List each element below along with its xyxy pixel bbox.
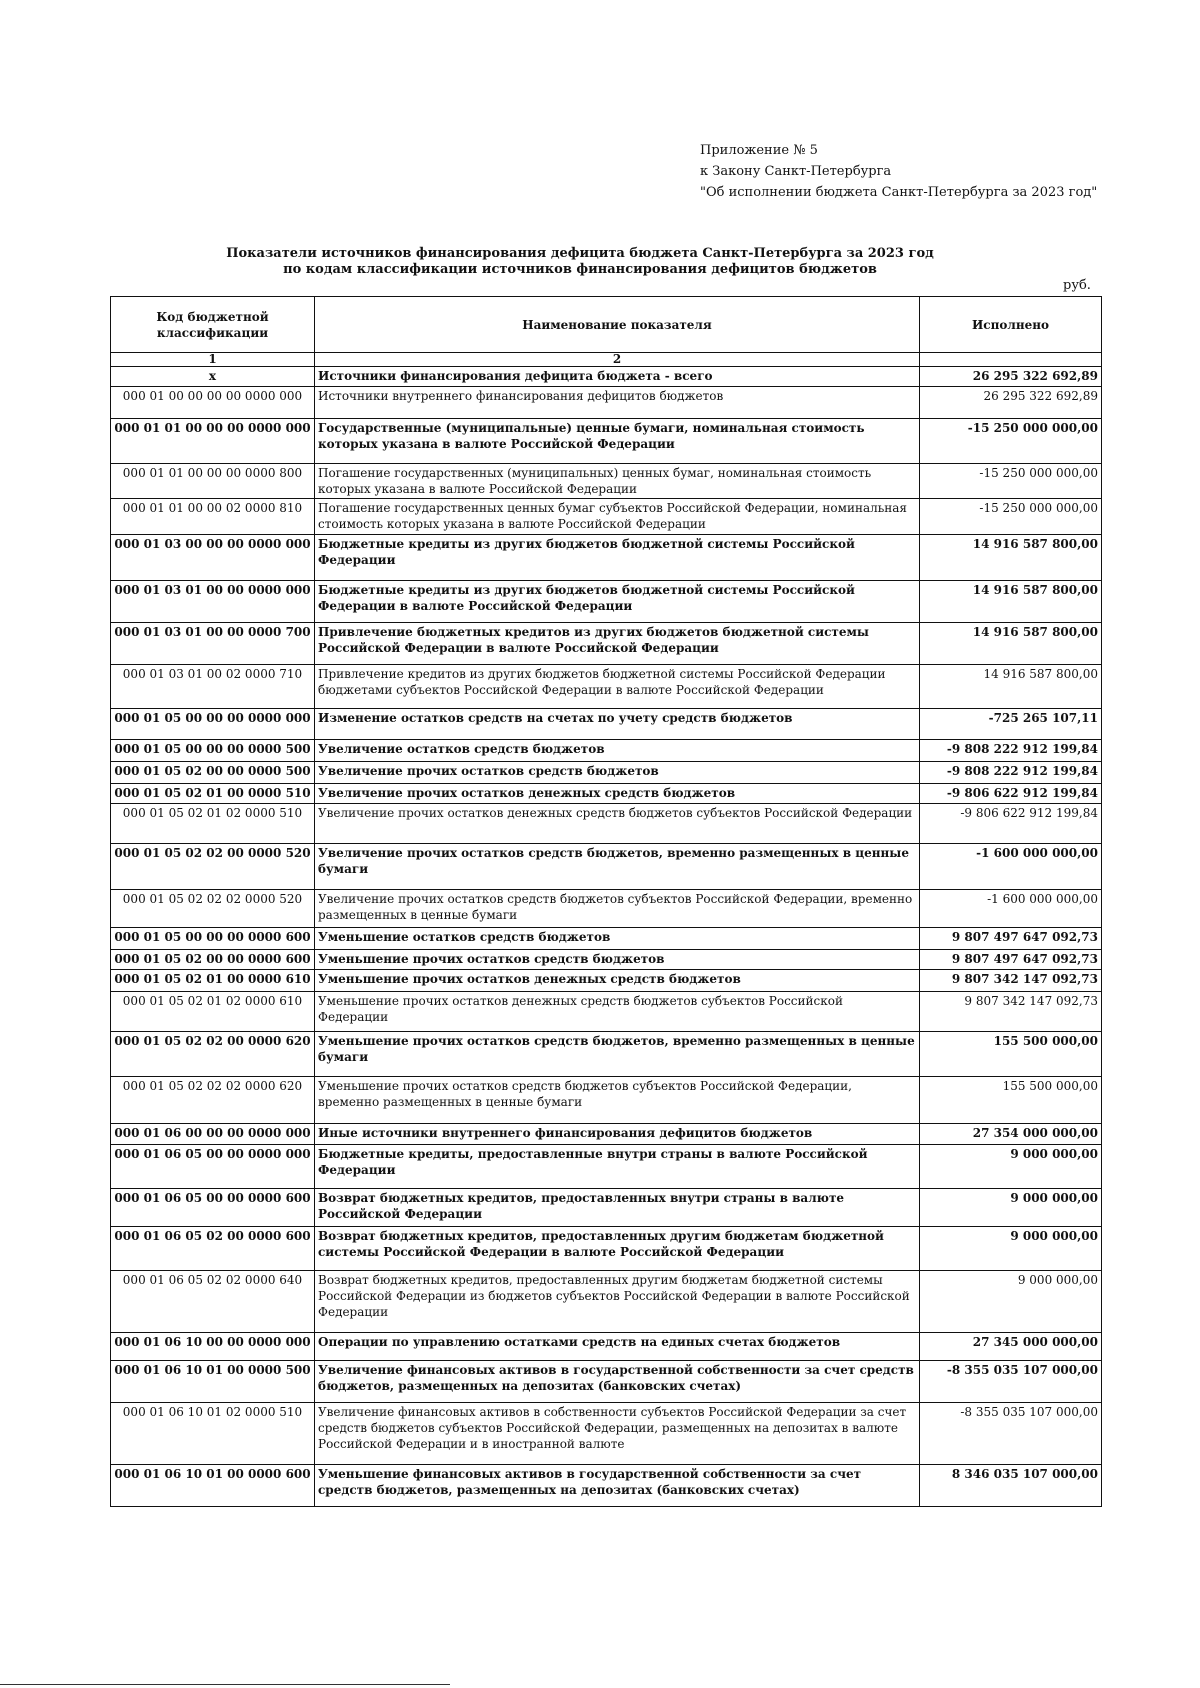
amount-cell: 9 000 000,00 <box>920 1189 1102 1227</box>
annex-number: Приложение № 5 <box>700 143 818 158</box>
name-cell: Увеличение финансовых активов в государственной собственности за счет средств бюджетов, размещенных на депозитах (банковских счетах) <box>315 1361 920 1403</box>
code-cell: 000 01 03 01 00 00 0000 700 <box>111 623 315 665</box>
code-cell: 000 01 05 02 02 00 0000 620 <box>111 1032 315 1077</box>
code-cell: 000 01 01 00 00 00 0000 000 <box>111 419 315 464</box>
name-cell: Уменьшение прочих остатков денежных средств бюджетов <box>315 970 920 992</box>
table-row <box>111 1189 1102 1227</box>
table-row <box>111 499 1102 535</box>
table-row <box>111 464 1102 499</box>
amount-cell: 9 807 342 147 092,73 <box>920 970 1102 992</box>
name-cell: Уменьшение прочих остатков средств бюджетов субъектов Российской Федерации, временно размещенных в ценные бумаги <box>315 1077 920 1124</box>
name-cell: Уменьшение остатков средств бюджетов <box>315 928 920 950</box>
table-row <box>111 709 1102 740</box>
amount-cell: 9 807 342 147 092,73 <box>920 992 1102 1032</box>
document-title <box>170 246 990 278</box>
amount-cell: 14 916 587 800,00 <box>920 581 1102 623</box>
amount-cell: -15 250 000 000,00 <box>920 499 1102 535</box>
amount-cell: -15 250 000 000,00 <box>920 419 1102 464</box>
code-cell: 000 01 05 02 00 00 0000 600 <box>111 950 315 970</box>
column-number-3 <box>920 353 1102 367</box>
table-row <box>111 1077 1102 1124</box>
name-cell: Погашение государственных ценных бумаг субъектов Российской Федерации, номинальная стоимость которых указана в валюте Российской Федерации <box>315 499 920 535</box>
amount-cell: -1 600 000 000,00 <box>920 890 1102 928</box>
annex-law-title: "Об исполнении бюджета Санкт-Петербурга за 2023 год" <box>700 185 1098 200</box>
code-cell: 000 01 06 00 00 00 0000 000 <box>111 1124 315 1145</box>
code-cell: 000 01 05 02 02 02 0000 620 <box>111 1077 315 1124</box>
code-cell: 000 01 06 10 01 00 0000 500 <box>111 1361 315 1403</box>
amount-cell: -1 600 000 000,00 <box>920 844 1102 890</box>
code-cell: 000 01 06 10 01 02 0000 510 <box>111 1403 315 1465</box>
name-cell: Бюджетные кредиты из других бюджетов бюджетной системы Российской Федерации в валюте Российской Федерации <box>315 581 920 623</box>
amount-cell: 26 295 322 692,89 <box>920 367 1102 387</box>
amount-cell: 27 354 000 000,00 <box>920 1124 1102 1145</box>
table-row <box>111 387 1102 419</box>
amount-cell: -9 808 222 912 199,84 <box>920 740 1102 762</box>
table-row <box>111 1361 1102 1403</box>
amount-cell: -15 250 000 000,00 <box>920 464 1102 499</box>
table-header-row <box>111 297 1102 353</box>
code-cell: 000 01 05 00 00 00 0000 000 <box>111 709 315 740</box>
currency-unit: руб. <box>1063 278 1091 293</box>
amount-cell: -725 265 107,11 <box>920 709 1102 740</box>
code-cell: 000 01 06 10 00 00 0000 000 <box>111 1333 315 1361</box>
amount-cell: -9 806 622 912 199,84 <box>920 804 1102 844</box>
name-cell: Уменьшение прочих остатков средств бюджетов <box>315 950 920 970</box>
table-row <box>111 1465 1102 1507</box>
name-cell: Возврат бюджетных кредитов, предоставленных внутри страны в валюте Российской Федерации <box>315 1189 920 1227</box>
code-cell: 000 01 01 00 00 00 0000 800 <box>111 464 315 499</box>
title-line-1: Показатели источников финансирования дефицита бюджета Санкт-Петербурга за 2023 год <box>226 246 934 261</box>
amount-cell: -8 355 035 107 000,00 <box>920 1403 1102 1465</box>
code-cell: 000 01 03 00 00 00 0000 000 <box>111 535 315 581</box>
amount-cell: 9 807 497 647 092,73 <box>920 950 1102 970</box>
code-cell: 000 01 05 02 01 02 0000 610 <box>111 992 315 1032</box>
amount-cell: 8 346 035 107 000,00 <box>920 1465 1102 1507</box>
name-cell: Возврат бюджетных кредитов, предоставленных другим бюджетам бюджетной системы Российской Федерации в валюте Российской Федерации <box>315 1227 920 1271</box>
table-row <box>111 665 1102 709</box>
column-number-2: 2 <box>315 353 920 367</box>
table-row <box>111 804 1102 844</box>
name-cell: Уменьшение прочих остатков средств бюджетов, временно размещенных в ценные бумаги <box>315 1032 920 1077</box>
name-cell: Увеличение остатков средств бюджетов <box>315 740 920 762</box>
amount-cell: 27 345 000 000,00 <box>920 1333 1102 1361</box>
code-cell: 000 01 05 02 01 00 0000 510 <box>111 784 315 804</box>
name-cell: Государственные (муниципальные) ценные бумаги, номинальная стоимость которых указана в валюте Российской Федерации <box>315 419 920 464</box>
code-cell: 000 01 06 05 02 00 0000 600 <box>111 1227 315 1271</box>
name-cell: Возврат бюджетных кредитов, предоставленных другим бюджетам бюджетной системы Российской Федерации из бюджетов субъектов Российской Федерации в валюте Российской Федерации <box>315 1271 920 1333</box>
table-row <box>111 581 1102 623</box>
name-cell: Изменение остатков средств на счетах по учету средств бюджетов <box>315 709 920 740</box>
name-cell: Привлечение бюджетных кредитов из других бюджетов бюджетной системы Российской Федерации в валюте Российской Федерации <box>315 623 920 665</box>
table-row <box>111 1333 1102 1361</box>
table-row <box>111 623 1102 665</box>
amount-cell: 9 000 000,00 <box>920 1271 1102 1333</box>
amount-cell: -9 808 222 912 199,84 <box>920 762 1102 784</box>
amount-cell: 155 500 000,00 <box>920 1032 1102 1077</box>
table-row <box>111 367 1102 387</box>
code-cell: 000 01 06 10 01 00 0000 600 <box>111 1465 315 1507</box>
code-cell: 000 01 06 05 00 00 0000 600 <box>111 1189 315 1227</box>
title-line-2: по кодам классификации источников финансирования дефицитов бюджетов <box>283 262 877 277</box>
name-cell: Уменьшение прочих остатков денежных средств бюджетов субъектов Российской Федерации <box>315 992 920 1032</box>
header-name: Наименование показателя <box>315 297 920 353</box>
code-cell: 000 01 05 02 02 00 0000 520 <box>111 844 315 890</box>
amount-cell: 155 500 000,00 <box>920 1077 1102 1124</box>
column-number-1: 1 <box>111 353 315 367</box>
table-row <box>111 1124 1102 1145</box>
code-cell: 000 01 05 02 01 02 0000 510 <box>111 804 315 844</box>
annex-law-ref: к Закону Санкт-Петербурга <box>700 164 892 179</box>
code-cell: 000 01 05 02 02 02 0000 520 <box>111 890 315 928</box>
code-cell: 000 01 06 05 02 02 0000 640 <box>111 1271 315 1333</box>
amount-cell: -9 806 622 912 199,84 <box>920 784 1102 804</box>
table-row <box>111 950 1102 970</box>
table-row <box>111 419 1102 464</box>
table-row <box>111 1271 1102 1333</box>
code-cell: 000 01 05 02 01 00 0000 610 <box>111 970 315 992</box>
table-body <box>111 367 1102 1507</box>
code-cell: 000 01 03 01 00 02 0000 710 <box>111 665 315 709</box>
table-row <box>111 970 1102 992</box>
header-code: Код бюджетной классификации <box>111 297 315 353</box>
name-cell: Увеличение прочих остатков денежных средств бюджетов <box>315 784 920 804</box>
table-row <box>111 762 1102 784</box>
amount-cell: 26 295 322 692,89 <box>920 387 1102 419</box>
amount-cell: 9 000 000,00 <box>920 1227 1102 1271</box>
name-cell: Источники внутреннего финансирования дефицитов бюджетов <box>315 387 920 419</box>
table-row <box>111 740 1102 762</box>
table-row <box>111 1403 1102 1465</box>
code-cell: 000 01 03 01 00 00 0000 000 <box>111 581 315 623</box>
code-cell: 000 01 05 00 00 00 0000 600 <box>111 928 315 950</box>
table-row <box>111 890 1102 928</box>
name-cell: Увеличение прочих остатков средств бюджетов, временно размещенных в ценные бумаги <box>315 844 920 890</box>
amount-cell: 14 916 587 800,00 <box>920 535 1102 581</box>
amount-cell: 14 916 587 800,00 <box>920 623 1102 665</box>
code-cell: 000 01 01 00 00 02 0000 810 <box>111 499 315 535</box>
code-cell: 000 01 05 00 00 00 0000 500 <box>111 740 315 762</box>
code-cell: 000 01 05 02 00 00 0000 500 <box>111 762 315 784</box>
table-row <box>111 928 1102 950</box>
name-cell: Уменьшение финансовых активов в государственной собственности за счет средств бюджетов, размещенных на депозитах (банковских счетах) <box>315 1465 920 1507</box>
amount-cell: 9 807 497 647 092,73 <box>920 928 1102 950</box>
name-cell: Бюджетные кредиты из других бюджетов бюджетной системы Российской Федерации <box>315 535 920 581</box>
name-cell: Погашение государственных (муниципальных) ценных бумаг, номинальная стоимость которых указана в валюте Российской Федерации <box>315 464 920 499</box>
name-cell: Иные источники внутреннего финансирования дефицитов бюджетов <box>315 1124 920 1145</box>
table-row <box>111 784 1102 804</box>
table-row <box>111 1145 1102 1189</box>
header-amount: Исполнено <box>920 297 1102 353</box>
table-row <box>111 1032 1102 1077</box>
name-cell: Источники финансирования дефицита бюджета - всего <box>315 367 920 387</box>
table-row <box>111 1227 1102 1271</box>
code-cell: 000 01 00 00 00 00 0000 000 <box>111 387 315 419</box>
bottom-rule <box>0 1684 450 1685</box>
amount-cell: -8 355 035 107 000,00 <box>920 1361 1102 1403</box>
name-cell: Операции по управлению остатками средств на единых счетах бюджетов <box>315 1333 920 1361</box>
column-number-row <box>111 353 1102 367</box>
name-cell: Увеличение прочих остатков средств бюджетов субъектов Российской Федерации, временно размещенных в ценные бумаги <box>315 890 920 928</box>
name-cell: Увеличение финансовых активов в собственности субъектов Российской Федерации за счет средств бюджетов субъектов Российской Федерации, размещенных на депозитах в валюте Российской Федерации и в иностранной валюте <box>315 1403 920 1465</box>
name-cell: Увеличение прочих остатков денежных средств бюджетов субъектов Российской Федерации <box>315 804 920 844</box>
name-cell: Бюджетные кредиты, предоставленные внутри страны в валюте Российской Федерации <box>315 1145 920 1189</box>
name-cell: Увеличение прочих остатков средств бюджетов <box>315 762 920 784</box>
amount-cell: 9 000 000,00 <box>920 1145 1102 1189</box>
annex-block <box>700 140 1097 203</box>
amount-cell: 14 916 587 800,00 <box>920 665 1102 709</box>
table-row <box>111 844 1102 890</box>
table-row <box>111 535 1102 581</box>
code-cell: 000 01 06 05 00 00 0000 000 <box>111 1145 315 1189</box>
sources-table <box>110 296 1102 1507</box>
table-row <box>111 992 1102 1032</box>
code-cell: x <box>111 367 315 387</box>
name-cell: Привлечение кредитов из других бюджетов бюджетной системы Российской Федерации бюджетами субъектов Российской Федерации в валюте Российской Федерации <box>315 665 920 709</box>
